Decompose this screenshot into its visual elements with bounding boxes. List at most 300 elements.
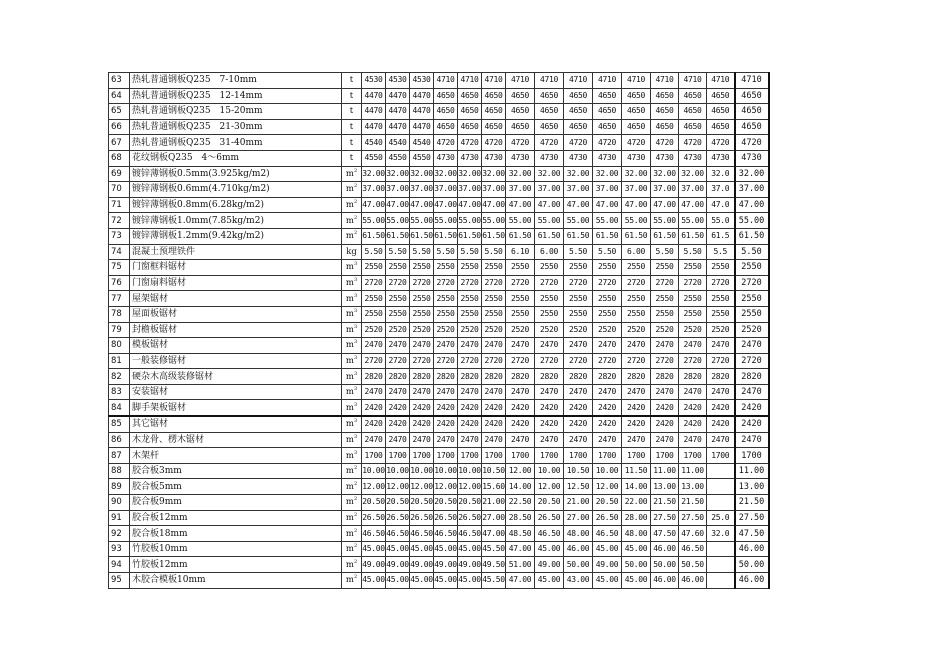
price-cell: 4650 — [482, 119, 506, 135]
price-cell: 2420 — [482, 416, 506, 432]
material-name: 镀锌薄钢板0.6mm(4.710kg/m2) — [130, 182, 342, 198]
material-name: 镀锌薄钢板1.2mm(9.42kg/m2) — [130, 228, 342, 244]
table-row — [109, 541, 769, 557]
row-number: 70 — [109, 182, 130, 198]
unit-exponent: 3 — [353, 449, 358, 456]
price-cell: 47.00 — [651, 197, 679, 213]
material-name: 屋面板锯材 — [130, 306, 342, 322]
unit — [342, 448, 362, 464]
unit — [342, 182, 362, 198]
price-cell: 2550 — [535, 306, 564, 322]
price-cell: 2520 — [506, 322, 535, 338]
price-cell: 2420 — [707, 400, 735, 416]
price-cell: 4650 — [564, 104, 593, 120]
price-cell: 4650 — [535, 104, 564, 120]
price-cell: 2550 — [622, 260, 651, 276]
price-cell: 6.00 — [535, 244, 564, 260]
price-cell: 2420 — [651, 400, 679, 416]
price-cell: 4720 — [651, 135, 679, 151]
price-cell: 14.00 — [506, 479, 535, 495]
price-cell: 2520 — [593, 322, 622, 338]
price-cell: 2470 — [593, 384, 622, 400]
price-cell: 2470 — [651, 338, 679, 354]
price-cell: 2520 — [482, 322, 506, 338]
price-cell: 37.00 — [622, 182, 651, 198]
price-cell: 1700 — [593, 448, 622, 464]
price-cell: 2520 — [434, 322, 458, 338]
price-cell: 4720 — [593, 135, 622, 151]
price-cell: 21.50 — [651, 495, 679, 511]
price-cell-final: 61.50 — [735, 228, 769, 244]
price-cell: 10.00 — [434, 463, 458, 479]
price-cell: 2420 — [410, 416, 434, 432]
price-cell: 2470 — [482, 384, 506, 400]
price-cell: 37.00 — [458, 182, 482, 198]
price-cell: 2720 — [622, 275, 651, 291]
price-cell-final: 46.00 — [735, 573, 769, 589]
price-cell: 2550 — [362, 306, 386, 322]
price-cell: 46.50 — [410, 526, 434, 542]
unit — [342, 244, 362, 260]
price-cell: 21.00 — [482, 495, 506, 511]
unit — [342, 88, 362, 104]
price-cell: 2420 — [535, 416, 564, 432]
price-cell: 20.50 — [593, 495, 622, 511]
price-cell-final: 2420 — [735, 400, 769, 416]
price-cell: 4730 — [622, 150, 651, 166]
price-cell: 55.00 — [622, 213, 651, 229]
material-name: 其它锯材 — [130, 416, 342, 432]
price-cell: 2420 — [679, 400, 707, 416]
price-cell: 2470 — [458, 338, 482, 354]
unit-text: m — [345, 309, 354, 320]
price-cell: 14.00 — [622, 479, 651, 495]
price-cell-final: 27.50 — [735, 510, 769, 526]
price-cell: 2820 — [651, 369, 679, 385]
price-cell: 2470 — [362, 432, 386, 448]
price-cell: 2720 — [593, 275, 622, 291]
price-cell: 4720 — [679, 135, 707, 151]
price-cell: 2420 — [506, 416, 535, 432]
material-name: 模板锯材 — [130, 338, 342, 354]
price-cell: 2550 — [564, 306, 593, 322]
price-cell-final: 21.50 — [735, 495, 769, 511]
price-cell: 1700 — [651, 448, 679, 464]
unit-text: t — [349, 122, 354, 133]
price-cell: 4730 — [564, 150, 593, 166]
price-cell: 2550 — [593, 291, 622, 307]
material-name: 热轧普通钢板Q235 15-20mm — [130, 104, 342, 120]
material-name: 封檐板锯材 — [130, 322, 342, 338]
price-cell-final: 4710 — [735, 73, 769, 89]
price-cell: 2470 — [564, 338, 593, 354]
unit-exponent: 2 — [353, 496, 358, 503]
price-cell: 2720 — [707, 275, 735, 291]
material-name: 竹胶板12mm — [130, 557, 342, 573]
price-cell: 2420 — [482, 400, 506, 416]
price-cell: 45.00 — [458, 541, 482, 557]
price-cell: 55.00 — [386, 213, 410, 229]
price-cell: 2720 — [651, 353, 679, 369]
price-cell: 4470 — [386, 104, 410, 120]
unit — [342, 166, 362, 182]
price-cell: 12.00 — [458, 479, 482, 495]
price-cell: 2520 — [679, 322, 707, 338]
price-cell: 61.50 — [434, 228, 458, 244]
material-name: 硬杂木高级装修锯材 — [130, 369, 342, 385]
price-cell: 2720 — [506, 275, 535, 291]
price-cell: 2720 — [410, 353, 434, 369]
price-cell: 55.00 — [593, 213, 622, 229]
material-name: 脚手架板锯材 — [130, 400, 342, 416]
price-cell — [707, 495, 735, 511]
row-number: 85 — [109, 416, 130, 432]
unit — [342, 526, 362, 542]
price-cell: 4710 — [707, 73, 735, 89]
unit — [342, 135, 362, 151]
price-cell: 2470 — [679, 384, 707, 400]
price-cell: 37.00 — [506, 182, 535, 198]
price-cell: 32.00 — [535, 166, 564, 182]
unit-text: m — [345, 387, 354, 398]
price-cell: 10.50 — [482, 463, 506, 479]
price-cell: 1700 — [482, 448, 506, 464]
material-name: 胶合板5mm — [130, 479, 342, 495]
price-cell: 5.50 — [564, 244, 593, 260]
price-cell: 2720 — [651, 275, 679, 291]
unit-text: m — [345, 497, 354, 508]
price-cell: 2720 — [593, 353, 622, 369]
price-cell: 2720 — [482, 275, 506, 291]
unit — [342, 510, 362, 526]
price-cell: 32.00 — [651, 166, 679, 182]
price-cell: 4550 — [410, 150, 434, 166]
row-number: 63 — [109, 73, 130, 89]
price-cell: 4650 — [622, 88, 651, 104]
price-cell: 21.50 — [679, 495, 707, 511]
table-row — [109, 557, 769, 573]
price-cell: 2420 — [593, 416, 622, 432]
price-cell-final: 2550 — [735, 260, 769, 276]
price-cell: 4710 — [535, 73, 564, 89]
table-row — [109, 495, 769, 511]
price-cell: 45.00 — [458, 573, 482, 589]
price-cell: 61.50 — [458, 228, 482, 244]
material-name: 胶合板3mm — [130, 463, 342, 479]
price-cell: 28.00 — [622, 510, 651, 526]
unit-text: m — [345, 231, 354, 242]
price-cell: 47.00 — [458, 197, 482, 213]
price-cell: 2520 — [362, 322, 386, 338]
price-cell — [707, 463, 735, 479]
unit-exponent: 3 — [353, 308, 358, 315]
table-row — [109, 400, 769, 416]
price-cell: 55.00 — [535, 213, 564, 229]
material-name: 花纹钢板Q235 4～6mm — [130, 150, 342, 166]
price-cell: 22.00 — [622, 495, 651, 511]
unit — [342, 150, 362, 166]
unit-exponent: 2 — [353, 511, 358, 518]
table-row — [109, 353, 769, 369]
price-cell: 4650 — [622, 119, 651, 135]
unit-text: m — [345, 278, 354, 289]
price-cell: 4650 — [458, 88, 482, 104]
price-cell: 2520 — [535, 322, 564, 338]
price-cell: 1700 — [564, 448, 593, 464]
price-cell: 46.00 — [679, 573, 707, 589]
price-cell: 4730 — [679, 150, 707, 166]
price-cell: 47.00 — [362, 197, 386, 213]
price-cell: 4470 — [362, 119, 386, 135]
unit-text: m — [345, 481, 354, 492]
unit — [342, 322, 362, 338]
price-cell: 2550 — [679, 291, 707, 307]
price-cell: 45.00 — [434, 573, 458, 589]
row-number: 81 — [109, 353, 130, 369]
price-cell: 1700 — [410, 448, 434, 464]
material-name: 胶合板18mm — [130, 526, 342, 542]
unit-text: m — [345, 559, 354, 570]
price-table — [108, 72, 770, 589]
material-name: 木胶合模板10mm — [130, 573, 342, 589]
price-cell: 2720 — [386, 353, 410, 369]
price-cell: 4730 — [593, 150, 622, 166]
price-cell: 1700 — [707, 448, 735, 464]
price-cell: 2550 — [651, 306, 679, 322]
price-cell: 20.50 — [386, 495, 410, 511]
row-number: 66 — [109, 119, 130, 135]
price-cell: 47.00 — [482, 526, 506, 542]
price-cell-final: 46.00 — [735, 541, 769, 557]
price-cell: 4650 — [593, 104, 622, 120]
price-cell: 12.00 — [535, 479, 564, 495]
price-cell: 55.00 — [458, 213, 482, 229]
price-cell: 2470 — [410, 432, 434, 448]
price-cell: 61.50 — [564, 228, 593, 244]
unit — [342, 73, 362, 89]
price-cell: 61.50 — [506, 228, 535, 244]
row-number: 90 — [109, 495, 130, 511]
table-row — [109, 322, 769, 338]
material-name: 热轧普通钢板Q235 12-14mm — [130, 88, 342, 104]
price-cell: 5.50 — [458, 244, 482, 260]
price-cell: 2820 — [410, 369, 434, 385]
material-name: 屋架锯材 — [130, 291, 342, 307]
table-row — [109, 573, 769, 589]
price-cell: 4550 — [386, 150, 410, 166]
price-cell: 47.60 — [679, 526, 707, 542]
price-cell: 2550 — [458, 306, 482, 322]
price-cell: 2720 — [535, 353, 564, 369]
row-number: 92 — [109, 526, 130, 542]
price-cell: 2470 — [410, 384, 434, 400]
price-cell: 50.00 — [564, 557, 593, 573]
price-cell: 48.50 — [506, 526, 535, 542]
price-cell: 2550 — [362, 291, 386, 307]
unit-text: kg — [346, 246, 357, 257]
unit-text: m — [345, 340, 354, 351]
price-cell: 10.00 — [386, 463, 410, 479]
table-row — [109, 119, 769, 135]
price-cell: 2820 — [593, 369, 622, 385]
price-cell: 2550 — [564, 260, 593, 276]
price-cell: 45.50 — [482, 541, 506, 557]
price-cell: 26.50 — [593, 510, 622, 526]
price-cell: 2720 — [535, 275, 564, 291]
table-row — [109, 479, 769, 495]
price-cell: 2520 — [651, 322, 679, 338]
price-cell: 47.00 — [434, 197, 458, 213]
price-cell: 2820 — [482, 369, 506, 385]
price-cell: 2470 — [434, 384, 458, 400]
price-cell: 2550 — [622, 291, 651, 307]
unit-exponent: 2 — [353, 214, 358, 221]
price-cell: 2820 — [506, 369, 535, 385]
price-cell: 45.00 — [593, 573, 622, 589]
price-cell: 55.00 — [482, 213, 506, 229]
price-cell: 32.00 — [434, 166, 458, 182]
price-cell: 25.0 — [707, 510, 735, 526]
price-cell: 61.50 — [482, 228, 506, 244]
price-cell: 2420 — [458, 400, 482, 416]
price-cell: 1700 — [386, 448, 410, 464]
price-cell: 2550 — [458, 291, 482, 307]
price-cell: 2550 — [651, 260, 679, 276]
price-cell: 12.00 — [434, 479, 458, 495]
row-number: 64 — [109, 88, 130, 104]
table-row — [109, 275, 769, 291]
price-cell: 32.00 — [362, 166, 386, 182]
price-cell: 4650 — [679, 88, 707, 104]
price-cell: 55.00 — [679, 213, 707, 229]
price-cell-final: 4720 — [735, 135, 769, 151]
price-cell-final: 2520 — [735, 322, 769, 338]
price-cell: 37.00 — [651, 182, 679, 198]
price-cell-final: 55.00 — [735, 213, 769, 229]
price-cell: 22.50 — [506, 495, 535, 511]
price-cell: 27.00 — [482, 510, 506, 526]
price-cell: 2470 — [458, 384, 482, 400]
price-cell: 37.00 — [362, 182, 386, 198]
price-cell: 10.00 — [593, 463, 622, 479]
price-cell: 2550 — [362, 260, 386, 276]
unit-text: t — [349, 75, 354, 86]
price-cell: 4470 — [410, 88, 434, 104]
price-cell: 2470 — [651, 384, 679, 400]
price-cell: 4710 — [482, 73, 506, 89]
price-cell: 2470 — [410, 338, 434, 354]
unit-text: m — [345, 168, 354, 179]
unit — [342, 228, 362, 244]
price-cell: 47.00 — [564, 197, 593, 213]
price-cell: 2550 — [386, 260, 410, 276]
price-cell: 45.00 — [362, 573, 386, 589]
material-name: 混凝土预埋铁件 — [130, 244, 342, 260]
material-name: 门窗框料锯材 — [130, 260, 342, 276]
price-cell: 55.00 — [434, 213, 458, 229]
unit — [342, 260, 362, 276]
price-cell: 2470 — [564, 384, 593, 400]
price-cell: 11.00 — [651, 463, 679, 479]
unit-exponent: 2 — [353, 480, 358, 487]
row-number: 88 — [109, 463, 130, 479]
price-cell: 20.50 — [535, 495, 564, 511]
price-cell: 4710 — [679, 73, 707, 89]
price-cell: 4710 — [506, 73, 535, 89]
price-cell: 4650 — [707, 119, 735, 135]
price-cell: 4730 — [651, 150, 679, 166]
price-cell: 2520 — [386, 322, 410, 338]
price-cell: 2720 — [707, 353, 735, 369]
price-cell: 26.50 — [535, 510, 564, 526]
price-cell: 55.0 — [707, 213, 735, 229]
table-row — [109, 369, 769, 385]
table-row — [109, 150, 769, 166]
unit — [342, 306, 362, 322]
unit-exponent: 2 — [353, 527, 358, 534]
price-cell: 55.00 — [564, 213, 593, 229]
unit-text: m — [345, 466, 354, 477]
price-cell: 55.00 — [362, 213, 386, 229]
price-cell: 2470 — [679, 432, 707, 448]
price-cell: 49.50 — [482, 557, 506, 573]
price-cell: 27.00 — [564, 510, 593, 526]
price-cell: 49.00 — [410, 557, 434, 573]
price-cell: 20.50 — [410, 495, 434, 511]
price-cell: 37.00 — [434, 182, 458, 198]
price-cell: 61.5 — [707, 228, 735, 244]
price-cell: 11.00 — [679, 463, 707, 479]
price-cell: 32.00 — [410, 166, 434, 182]
material-name: 胶合板9mm — [130, 495, 342, 511]
unit — [342, 495, 362, 511]
unit — [342, 541, 362, 557]
price-cell: 2420 — [362, 400, 386, 416]
unit — [342, 463, 362, 479]
price-cell: 4650 — [458, 119, 482, 135]
price-cell: 4710 — [564, 73, 593, 89]
price-cell: 2820 — [434, 369, 458, 385]
unit — [342, 432, 362, 448]
price-cell: 1700 — [679, 448, 707, 464]
price-cell: 2470 — [434, 338, 458, 354]
price-cell: 4650 — [707, 88, 735, 104]
price-cell: 2470 — [535, 384, 564, 400]
table-row — [109, 260, 769, 276]
price-cell: 6.10 — [506, 244, 535, 260]
table-row — [109, 510, 769, 526]
price-cell: 2550 — [482, 306, 506, 322]
price-cell-final: 2720 — [735, 275, 769, 291]
price-cell: 4720 — [482, 135, 506, 151]
price-cell: 47.00 — [506, 573, 535, 589]
price-cell: 2470 — [622, 432, 651, 448]
price-cell: 4730 — [458, 150, 482, 166]
price-cell: 2470 — [482, 432, 506, 448]
price-cell: 2820 — [679, 369, 707, 385]
price-cell: 4730 — [434, 150, 458, 166]
price-cell-final: 32.00 — [735, 166, 769, 182]
price-cell: 2420 — [679, 416, 707, 432]
price-cell: 2550 — [434, 306, 458, 322]
price-cell: 12.50 — [564, 479, 593, 495]
price-cell: 2420 — [535, 400, 564, 416]
price-cell: 2520 — [622, 322, 651, 338]
price-cell: 11.50 — [622, 463, 651, 479]
price-cell: 2470 — [506, 338, 535, 354]
unit — [342, 557, 362, 573]
unit-exponent: 2 — [353, 199, 358, 206]
